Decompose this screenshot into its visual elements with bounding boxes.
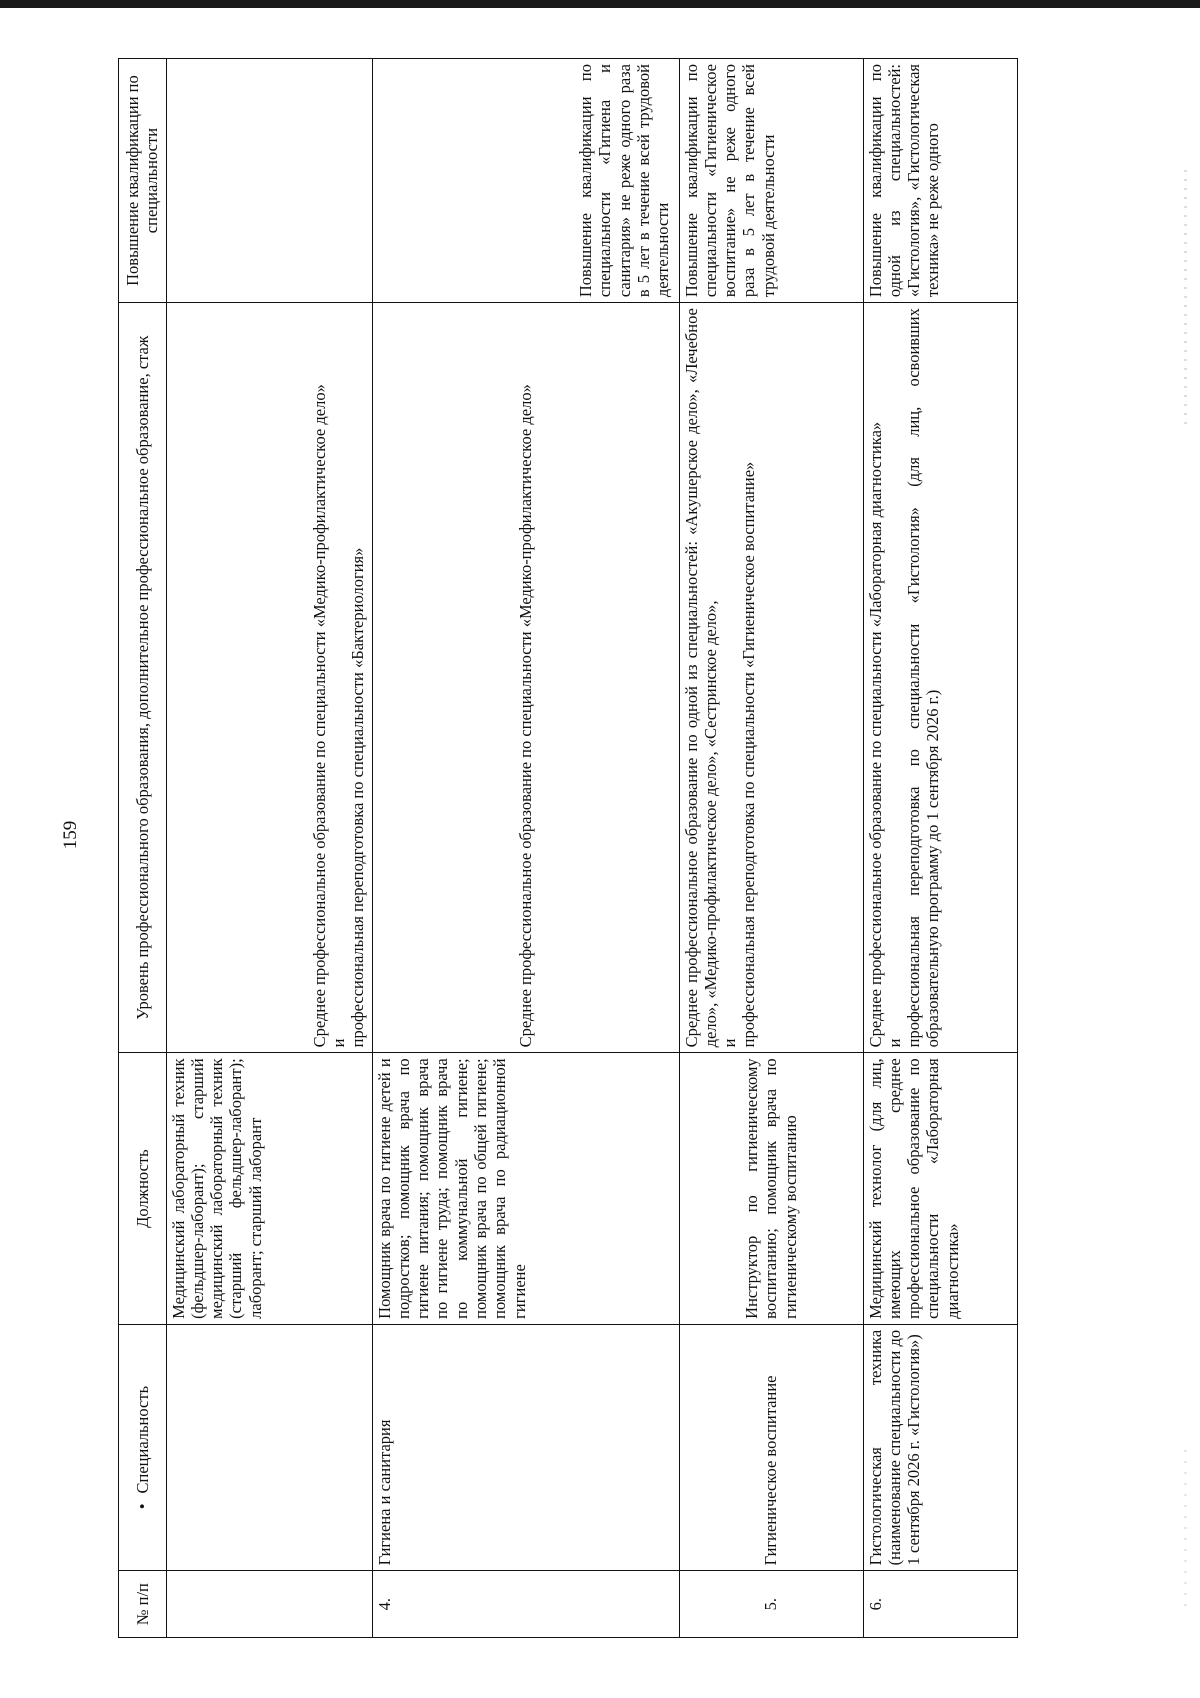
row-qualification: Повышение квалификации по одной из специальностей: «Гистология», «Гистологическая техника» не реже одного — [863, 59, 1017, 303]
row-specialty: Гигиена и санитария — [372, 1324, 679, 1570]
header-specialty: •Специальность — [119, 1324, 167, 1570]
row-position: Медицинский лабораторный техник (фельдшер-лаборант); старший медицинский лабораторный техник (старший фельдшер-лаборант); лаборант; старший лаборант — [166, 1053, 372, 1325]
header-position: Должность — [119, 1053, 167, 1325]
education-line: профессиональная переподготовка по специальности «Гигиеническое воспитание» — [739, 461, 759, 1048]
row-position: Медицинский технолог (для лиц, имеющих среднее профессиональное образование по специальности «Лабораторная диагностика» — [863, 1053, 1017, 1325]
table-row — [372, 59, 679, 1638]
row-position: Помощник врача по гигиене детей и подростков; помощник врача по гигиене питания; помощник врача по гигиене труда; помощник врача по коммунальной гигиене; помощник врача по общей гигиене; помощник врача по радиационной гигиене — [372, 1053, 679, 1325]
row-education — [166, 303, 372, 1053]
page-number: 159 — [60, 820, 81, 850]
education-line: Среднее профессиональное образование по одной из специальностей: «Акушерское дело», «Лечебное дело», «Медико-профилактическое дело», «Сестринское дело», — [681, 308, 720, 1048]
education-line: Среднее профессиональное образование по специальности «Медико-профилактическое дело» — [515, 384, 535, 1048]
education-line: профессиональная переподготовка по специальности «Бактериология» — [348, 547, 368, 1048]
row-education — [863, 303, 1017, 1053]
table-header-row — [119, 59, 167, 1638]
row-num — [166, 1571, 372, 1638]
row-num: 5. — [679, 1571, 863, 1638]
header-num: № п/п — [119, 1571, 167, 1638]
header-education: Уровень профессионального образования, дополнительное профессиональное образование, стаж — [119, 303, 167, 1053]
row-num: 4. — [372, 1571, 679, 1638]
row-qualification: Повышение квалификации по специальности «Гигиена и санитария» не реже одного раза в 5 лет в течение всей трудовой деятельности — [372, 59, 679, 303]
education-line: и — [720, 1038, 740, 1048]
education-line: Среднее профессиональное образование по специальности «Медико-профилактическое дело» — [309, 384, 329, 1048]
row-education — [372, 303, 679, 1053]
table-row — [863, 59, 1017, 1638]
education-line: и — [329, 1038, 348, 1048]
row-num: 6. — [863, 1571, 1017, 1638]
row-education — [679, 303, 863, 1053]
row-specialty: Гистологическая техника (наименование специальности до 1 сентября 2026 г. «Гистология») — [863, 1324, 1017, 1570]
education-line: и — [884, 1038, 904, 1048]
table-row — [166, 59, 372, 1638]
education-line: профессиональная переподготовка по специальности «Гистология» (для лиц, освоивших образовательную программу до 1 сентября 2026 г.) — [904, 308, 943, 1048]
row-position: Инструктор по гигиеническому воспитанию; помощник врача по гигиеническому воспитанию — [679, 1053, 863, 1325]
row-qualification: Повышение квалификации по специальности «Гигиеническое воспитание» не реже одного раза в 5 лет в течение всей трудовой деятельности — [679, 59, 863, 303]
table-row — [679, 59, 863, 1638]
staffing-table — [118, 58, 1018, 1638]
row-specialty — [166, 1324, 372, 1570]
header-qualification: Повышение квалификации по специальности — [119, 59, 167, 303]
row-qualification — [166, 59, 372, 303]
row-specialty: Гигиеническое воспитание — [679, 1324, 863, 1570]
education-line: Среднее профессиональное образование по специальности «Лабораторная диагностика» — [865, 421, 885, 1048]
